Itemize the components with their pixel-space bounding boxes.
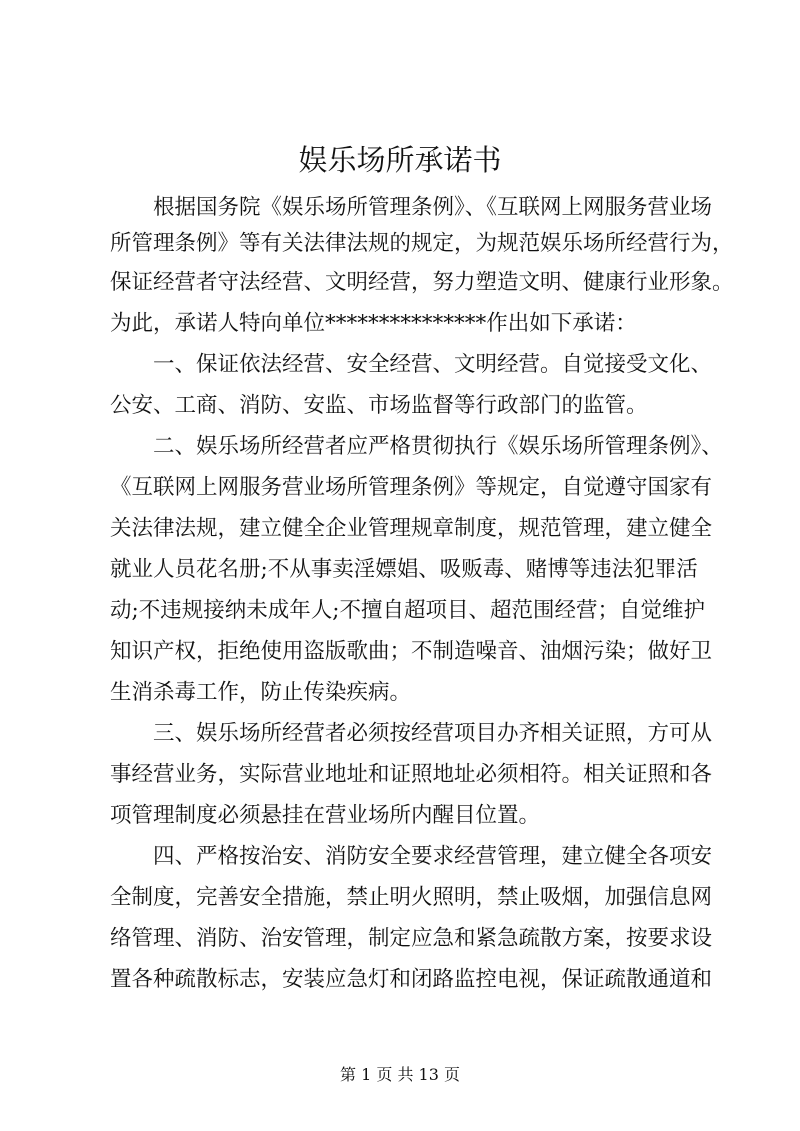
text-line-18: 全制度，完善安全措施，禁止明火照明，禁止吸烟，加强信息网 bbox=[110, 885, 713, 910]
text-line-15: 事经营业务，实际营业地址和证照地址必须相符。相关证照和各 bbox=[110, 762, 713, 787]
text-line-14: 三、娱乐场所经营者必须按经营项目办齐相关证照，方可从 bbox=[110, 721, 713, 746]
document-title: 娱乐场所承诺书 bbox=[298, 143, 502, 177]
text-line-2: 所管理条例》等有关法律法规的规定，为规范娱乐场所经营行为， bbox=[110, 231, 734, 256]
text-line-19: 络管理、消防、治安管理，制定应急和紧急疏散方案，按要求设 bbox=[110, 926, 713, 951]
text-line-17: 四、严格按治安、消防安全要求经营管理，建立健全各项安 bbox=[110, 844, 713, 869]
text-line-3: 保证经营者守法经营、文明经营，努力塑造文明、健康行业形象。 bbox=[110, 270, 734, 295]
text-line-7: 二、娱乐场所经营者应严格贯彻执行《娱乐场所管理条例》、 bbox=[110, 434, 723, 459]
text-line-13: 生消杀毒工作，防止传染疾病。 bbox=[110, 680, 412, 705]
text-line-8: 《互联网上网服务营业场所管理条例》等规定，自觉遵守国家有 bbox=[110, 475, 713, 500]
text-line-10: 就业人员花名册;不从事卖淫嫖娼、吸贩毒、赌博等违法犯罪活 bbox=[110, 557, 698, 582]
text-line-1: 根据国务院《娱乐场所管理条例》、《互联网上网服务营业场 bbox=[110, 195, 713, 220]
text-line-6: 公安、工商、消防、安监、市场监督等行政部门的监管。 bbox=[110, 393, 648, 418]
text-line-16: 项管理制度必须悬挂在营业场所内醒目位置。 bbox=[110, 803, 541, 828]
text-line-5: 一、保证依法经营、安全经营、文明经营。自觉接受文化、 bbox=[110, 352, 713, 377]
page-footer: 第 1 页 共 13 页 bbox=[340, 1065, 460, 1084]
text-line-9: 关法律法规，建立健全企业管理规章制度，规范管理，建立健全 bbox=[110, 516, 713, 541]
text-line-20: 置各种疏散标志，安装应急灯和闭路监控电视，保证疏散通道和 bbox=[110, 967, 713, 992]
text-line-11: 动;不违规接纳未成年人;不擅自超项目、超范围经营；自觉维护 bbox=[110, 598, 705, 623]
text-line-4: 为此，承诺人特向单位***************作出如下承诺： bbox=[110, 311, 637, 336]
text-line-12: 知识产权，拒绝使用盗版歌曲；不制造噪音、油烟污染；做好卫 bbox=[110, 639, 713, 664]
